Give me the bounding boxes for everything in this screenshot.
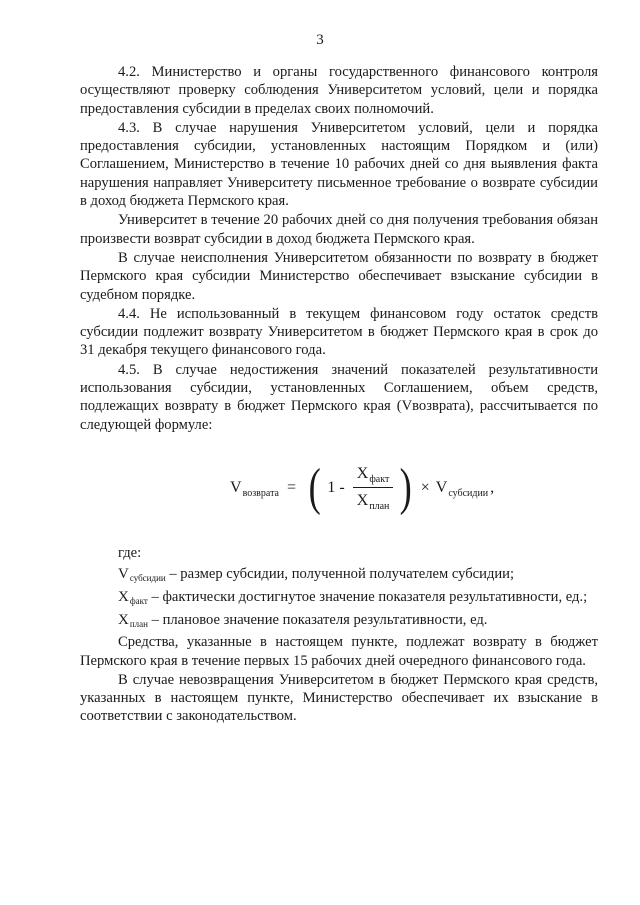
formula-numerator-subscript: факт [369, 474, 390, 486]
definition-text: – плановое значение показателя результативности, ед. [147, 612, 488, 629]
formula-rhs [436, 479, 488, 497]
page-number: 3 [316, 32, 324, 48]
where-label: где: [118, 544, 142, 561]
definition-subscript: план [129, 619, 148, 630]
formula-fraction-bar [353, 487, 394, 488]
paragraph-court-recovery: В случае неисполнения Университетом обязанности по возврату в бюджет Пермского края субсидии Министерство обеспечивает взыскание субсидии в судебном порядке. [80, 249, 598, 303]
definition-symbol: V [118, 566, 129, 583]
definition-subscript: факт [129, 596, 148, 607]
paragraph-4-4: 4.4. Не использованный в текущем финансовом году остаток средств субсидии подлежит возврату Университетом в бюджет Пермского края в срок до 31 декабря текущего финансового года. [80, 305, 598, 359]
definition-text: – размер субсидии, полученной получателем субсидии; [165, 566, 515, 583]
formula-numerator [353, 465, 394, 486]
paragraph-return-deadline: Университет в течение 20 рабочих дней со дня получения требования обязан произвести возврат субсидии в доход бюджета Пермского края. [80, 212, 598, 247]
definition-symbol: X [118, 612, 129, 629]
definition-symbol: X [118, 589, 129, 606]
paragraph-4-3: 4.3. В случае нарушения Университетом условий, цели и порядка предоставления субсидии, установленных настоящим Порядком и (или) Соглашением, Министерство в течение 10 рабочих дней со дня выявления факта нарушения направляет Университету письменное требование о возврате субсидии в доход бюджета Пермского края. [80, 119, 598, 210]
formula-denominator-symbol: X [356, 492, 369, 510]
formula-block [80, 434, 598, 544]
formula-lhs [230, 479, 279, 497]
formula-lhs-subscript: возврата [242, 487, 279, 499]
return-formula [230, 458, 495, 516]
formula-denominator-subscript: план [369, 501, 390, 513]
definition-v-subsidy [118, 564, 598, 585]
formula-fraction [353, 465, 394, 513]
formula-one-minus: 1 - [327, 478, 345, 496]
definition-x-plan [118, 610, 598, 631]
definition-text: – фактически достигнутое значение показателя результативности, ед.; [147, 589, 588, 606]
formula-right-paren: ) [399, 458, 413, 516]
paragraph-4-5: 4.5. В случае недостижения значений показателей результативности использования субсидии, установленных Соглашением, объем средств, подлежащих возврату в бюджет Пермского края (Vвозврата), рассчитывается по следующей формуле: [80, 361, 598, 433]
formula-trailing-comma: , [490, 478, 495, 496]
formula-equals: = [287, 478, 297, 496]
paragraph-4-2: 4.2. Министерство и органы государственного финансового контроля осуществляют проверку соблюдения Университетом условий, цели и порядка предоставления субсидии в пределах своих полномочий. [80, 64, 598, 117]
formula-denominator [353, 492, 394, 513]
paragraph-non-return: В случае невозвращения Университетом в бюджет Пермского края средств, указанных в настоящем пункте, Министерство обеспечивает их взыскание в соответствии с законодательством. [80, 671, 598, 725]
formula-rhs-symbol: V [435, 478, 448, 496]
definition-subscript: субсидии [129, 573, 166, 584]
formula-lhs-symbol: V [230, 478, 242, 496]
formula-numerator-symbol: X [356, 465, 369, 483]
formula-left-paren: ( [308, 458, 321, 516]
definition-x-fact [118, 587, 598, 608]
formula-rhs-subscript: субсидии [448, 487, 489, 499]
paragraph-return-period: Средства, указанные в настоящем пункте, подлежат возврату в бюджет Пермского края в течение первых 15 рабочих дней очередного финансового года. [80, 634, 598, 669]
formula-times: × [420, 478, 430, 496]
document-body [80, 63, 598, 726]
